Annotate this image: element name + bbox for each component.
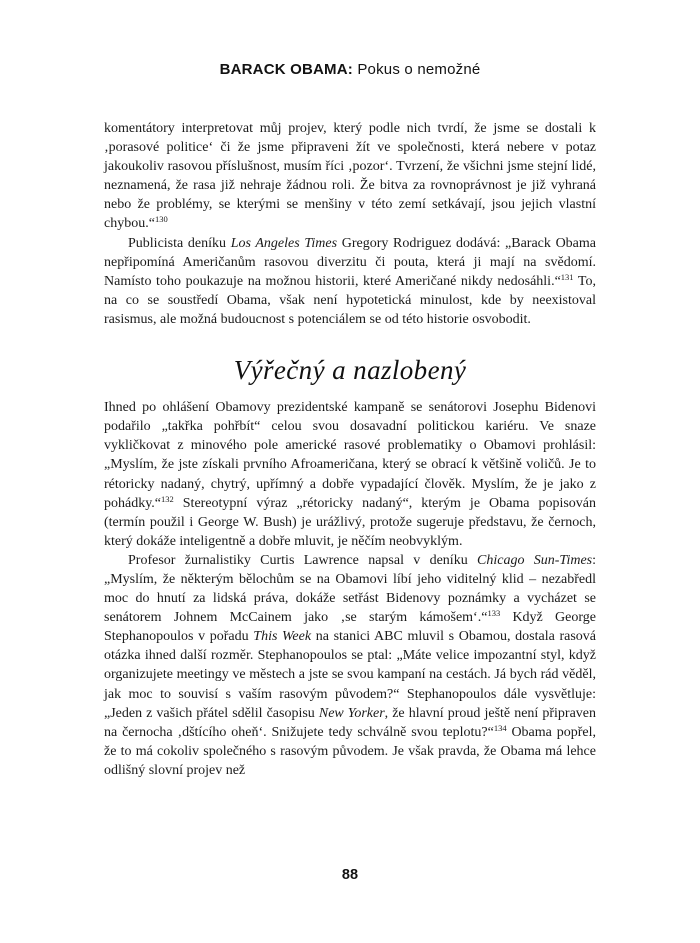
paragraph [104, 398, 596, 551]
italic-title: New Yorker [318, 705, 385, 721]
footnote-ref: 134 [493, 722, 507, 733]
page-body [104, 119, 596, 780]
text-run: Profesor žurnalistiky Curtis Lawrence napsal v deníku [128, 552, 478, 568]
footnote-ref: 133 [487, 608, 501, 619]
text-run: Stereotypní výraz „rétoricky nadaný“, kterým je Obama popisován (termín použil i George W. Bush) je urážlivý, protože sugeruje představu, že černoch, který dokáže inteligentně a dobře mluvit, je něčím neobvyklým. [104, 495, 596, 549]
text-run: na stanici ABC mluvil s Obamou, dostala rasová otázka ihned další rozměr. Stephanopoulos se ptal: „Máte velice impozantní styl, když organizujete meetingy ve městech a jste se svou kampaní na cestách. Já bych rád věděl, jak moc to souvisí s vaším rasovým původem?“ Stephanopoulos dále vysvětluje: „Jeden z vašich přátel sdělil časopisu [104, 629, 596, 721]
paragraph [104, 234, 596, 329]
paragraph [104, 551, 596, 780]
text-run: To, na co se soustředí Obama, však není hypotetická minulost, kde by neexistoval rasismus, ale možná budoucnost s potenciálem se od této historie osvobodit. [104, 273, 596, 327]
text-run: , že hlavní proud ještě není připraven na černocha ‚dštícího oheň‘. Snižujete tedy schválně svou teplotu?“ [104, 705, 596, 740]
footnote-ref: 132 [161, 493, 174, 504]
text-run: : „Myslím, že některým bělochům se na Obamovi líbí jeho viditelný klid – nezabředl moc do hnutí za lidská práva, dokáže setřást Bidenovy poznámky a vycházet se senátorem Johnem McCainem jako ‚se starým kámošem‘.“ [104, 552, 596, 626]
text-run: Ihned po ohlášení Obamovy prezidentské kampaně se senátorovi Josephu Bidenovi podařilo „takřka pohřbít“ celou svou dosavadní politickou kariéru. Ve snaze vykličkovat z minového pole americké rasové problematiky o Obamovi prohlásil: „Myslím, že jste získali prvního Afroameričana, který se obrací k většině voličů. Je to rétoricky nadaný, chytrý, upřímný a dobře vypadající člověk. Myslím, že je jako z pohádky.“ [104, 400, 596, 511]
book-title: BARACK OBAMA: [219, 61, 353, 78]
text-run: Když George Stephanopoulos v pořadu [104, 610, 596, 645]
text-run: Publicista deníku [128, 235, 231, 251]
italic-title: This Week [253, 629, 312, 645]
page-number: 88 [341, 867, 359, 883]
section-heading: Výřečný a nazlobený [233, 355, 467, 386]
italic-title: Los Angeles Times [230, 235, 338, 251]
paragraph [104, 119, 596, 234]
footnote-ref: 130 [154, 214, 168, 225]
text-run: komentátory interpretovat můj projev, který podle nich tvrdí, že jsme se dostali k ‚porasové politice‘ či že jsme připraveni žít ve společnosti, která nebere v potaz jakoukoliv rasovou příslušnost, musím říci ‚pozor‘. Tvrzení, že všichni jsme stejní lidé, neznamená, že rasa již nehraje žádnou roli. Že bitva za rovnoprávnost je již vyhraná nebo že problémy, se kterými se menšiny v této zemí setkávají, jsou jejich vlastní chybou.“ [104, 121, 596, 232]
footnote-ref: 131 [560, 271, 574, 282]
running-header [0, 61, 700, 78]
italic-title: Chicago Sun-Times [477, 552, 593, 568]
text-run: Obama popřel, že to má cokoliv společného s rasovým původem. Je však pravda, že Obama má lehce odlišný slovní projev než [104, 724, 596, 778]
chapter-title: Pokus o nemožné [352, 61, 481, 78]
text-run: Gregory Rodriguez dodává: „Barack Obama nepřipomíná Američanům rasovou diverzitu či pouta, která ji mají na svědomí. Namísto toho poukazuje na možnou historii, které Američané nikdy nedosáhli.“ [104, 235, 596, 289]
